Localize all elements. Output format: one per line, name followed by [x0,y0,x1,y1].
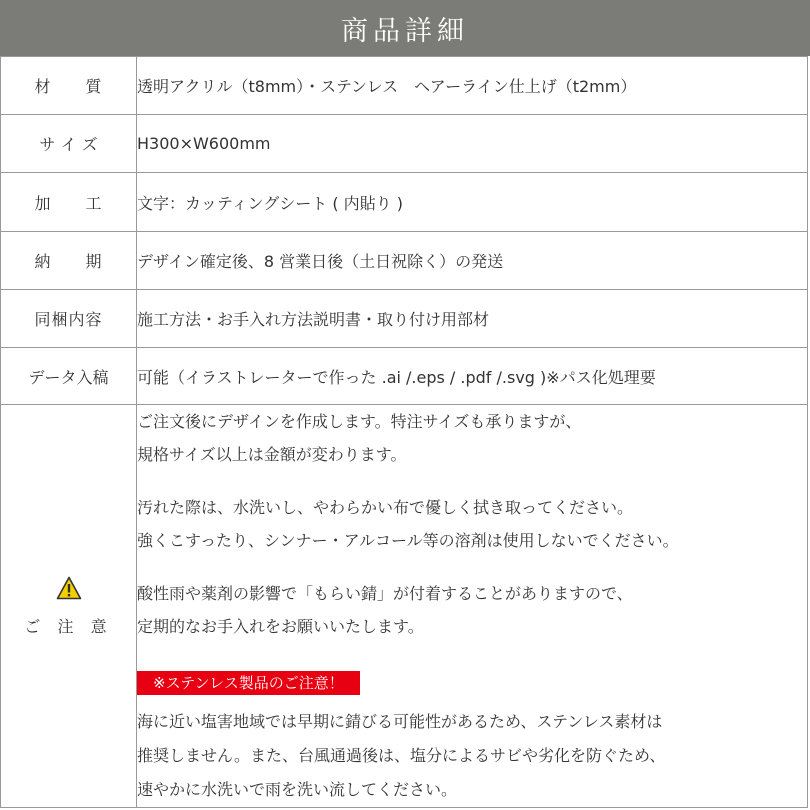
notes-line: ご注文後にデザインを作成します。特注サイズも承りますが、 [137,412,582,431]
notes-paragraph [137,491,807,557]
notes-line: 速やかに水洗いで雨を洗い流してください。 [137,780,458,799]
notes-line: 海に近い塩害地域では早期に錆びる可能性があるため、ステンレス素材は [137,712,663,731]
row-value-delivery: デザイン確定後、8 営業日後（土日祝除く）の発送 [137,232,808,290]
notes-line: 強くこすったり、シンナー・アルコール等の溶剤は使用しないでください。 [137,531,679,550]
table-row-material [1,57,808,115]
stainless-warning-badge: ※ステンレス製品のご注意！ [137,671,360,695]
notes-line: 推奨しません。また、台風通過後は、塩分によるサビや劣化を防ぐため、 [137,746,666,765]
notes-line: 定期的なお手入れをお願いいたします。 [137,617,424,636]
page-title: 商品詳細 [341,15,469,47]
row-value-data-submission: 可能（イラストレーターで作った .ai /.eps / .pdf /.svg )※パス化処理要 [137,348,808,405]
row-value-processing: 文字：カッティングシート ( 内貼り ) [137,173,808,232]
notes-label-cell [1,405,137,808]
notes-line: 規格サイズ以上は金額が変わります。 [137,445,407,464]
notes-content [137,405,808,808]
row-label-contents: 同梱内容 [1,290,137,348]
table-row-notes [1,405,808,808]
notes-paragraph [137,577,807,643]
notes-paragraph [137,405,807,471]
row-value-contents: 施工方法・お手入れ方法説明書・取り付け用部材 [137,290,808,348]
table-row-delivery [1,232,808,290]
row-value-size: H300×W600mm [137,115,808,173]
table-row-contents [1,290,808,348]
row-label-size: サ イ ズ [1,115,137,173]
notes-title: ご 注 意 [24,616,113,636]
spec-table [0,56,808,808]
page-header [0,0,810,56]
notes-line: 酸性雨や薬剤の影響で「もらい錆」が付着することがありますので、 [137,584,633,603]
row-label-processing: 加 工 [1,173,137,232]
row-label-delivery: 納 期 [1,232,137,290]
row-label-data-submission: データ入稿 [1,348,137,405]
table-row-data-submission [1,348,808,405]
stainless-warning-text [137,705,807,807]
table-row-processing [1,173,808,232]
row-label-material: 材 質 [1,57,137,115]
row-value-material: 透明アクリル（t8mm）・ステンレス ヘアーライン仕上げ（t2mm） [137,57,808,115]
warning-icon [56,576,82,600]
notes-line: 汚れた際は、水洗いし、やわらかい布で優しく拭き取ってください。 [137,498,634,517]
table-row-size [1,115,808,173]
